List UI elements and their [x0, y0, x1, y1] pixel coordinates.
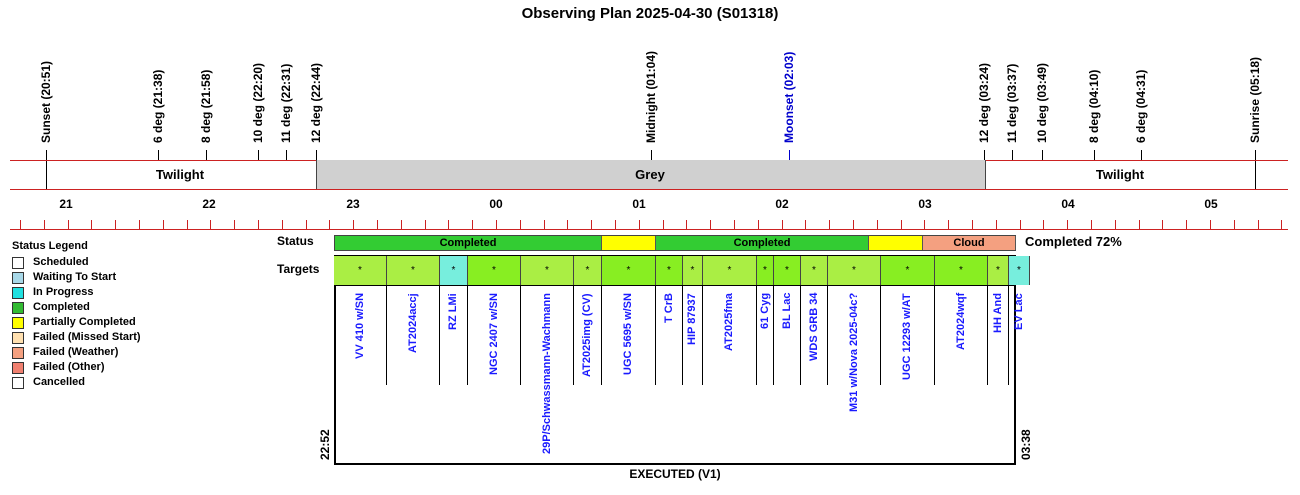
- target-separator: [827, 285, 828, 385]
- hour-tick: [1067, 220, 1068, 229]
- hour-tick: [425, 220, 426, 229]
- event-tick: [258, 150, 259, 160]
- event-label: 8 deg (21:58): [199, 69, 213, 143]
- hour-label: 03: [918, 197, 932, 211]
- target-name[interactable]: BL Lac: [781, 292, 793, 329]
- event-label: 11 deg (03:37): [1005, 63, 1019, 143]
- event-tick: [206, 150, 207, 160]
- hour-label: 05: [1204, 197, 1218, 211]
- targets-divider: [334, 285, 1016, 286]
- target-name[interactable]: WDS GRB 34: [808, 292, 820, 361]
- hour-tick: [710, 220, 711, 229]
- target-name[interactable]: EV Lac: [1013, 293, 1025, 330]
- legend-title: Status Legend: [12, 240, 88, 252]
- hour-tick: [353, 220, 354, 229]
- hour-tick: [948, 220, 949, 229]
- event-label: 10 deg (03:49): [1035, 62, 1049, 143]
- hour-tick: [1115, 220, 1116, 229]
- target-name[interactable]: HH And: [992, 293, 1004, 333]
- target-cell[interactable]: *: [468, 256, 521, 285]
- target-name[interactable]: AT2025fma: [723, 293, 735, 351]
- event-label: 12 deg (22:44): [309, 62, 323, 143]
- target-cell[interactable]: *: [334, 256, 387, 285]
- hour-tick: [234, 220, 235, 229]
- legend-label: Partially Completed: [33, 316, 136, 328]
- hour-tick: [877, 220, 878, 229]
- hour-tick: [663, 220, 664, 229]
- hour-tick: [972, 220, 973, 229]
- status-segment: Completed: [656, 236, 869, 250]
- hour-tick: [1281, 220, 1282, 229]
- target-cell[interactable]: *: [656, 256, 683, 285]
- event-label: 11 deg (22:31): [279, 63, 293, 143]
- legend-swatch: [12, 302, 24, 314]
- target-separator: [773, 285, 774, 385]
- hour-tick: [306, 220, 307, 229]
- hour-tick: [639, 220, 640, 229]
- event-tick: [316, 150, 317, 160]
- target-cell[interactable]: *: [774, 256, 801, 285]
- hour-tick: [1020, 220, 1021, 229]
- target-name[interactable]: VV 410 w/SN: [354, 292, 366, 359]
- twilight-right-label: Twilight: [1095, 167, 1145, 182]
- event-label: Sunset (20:51): [39, 60, 53, 143]
- target-cell[interactable]: *: [602, 256, 656, 285]
- event-label: 10 deg (22:20): [251, 62, 265, 143]
- legend-label: Waiting To Start: [33, 271, 117, 283]
- hour-tick: [163, 220, 164, 229]
- target-separator: [702, 285, 703, 385]
- event-tick: [1042, 150, 1043, 160]
- hour-tick: [805, 220, 806, 229]
- target-separator: [520, 285, 521, 385]
- hour-tick: [448, 220, 449, 229]
- legend-swatch: [12, 332, 24, 344]
- event-label: 8 deg (04:10): [1087, 69, 1101, 143]
- plan-version-label: EXECUTED (V1): [629, 467, 721, 481]
- band-bottom-line: [10, 189, 1288, 190]
- legend-swatch: [12, 362, 24, 374]
- hour-tick: [591, 220, 592, 229]
- legend-label: Completed: [33, 301, 90, 313]
- legend-swatch: [12, 347, 24, 359]
- hour-tick: [1162, 220, 1163, 229]
- target-cell[interactable]: *: [521, 256, 574, 285]
- legend-swatch: [12, 272, 24, 284]
- hour-tick: [210, 220, 211, 229]
- event-tick: [158, 150, 159, 160]
- status-row-label: Status: [277, 234, 314, 248]
- event-tick: [1012, 150, 1013, 160]
- hour-tick: [1186, 220, 1187, 229]
- target-cell[interactable]: *: [440, 256, 468, 285]
- event-tick: [1255, 150, 1256, 190]
- event-tick: [286, 150, 287, 160]
- legend-swatch: [12, 377, 24, 389]
- legend-label: Scheduled: [33, 256, 89, 268]
- target-name[interactable]: 29P/Schwassmann-Wachmann: [541, 293, 553, 454]
- target-cell[interactable]: *: [1009, 256, 1030, 285]
- target-separator: [1008, 285, 1009, 385]
- legend-swatch: [12, 287, 24, 299]
- target-name[interactable]: AT2025img (CV): [581, 293, 593, 377]
- event-tick: [651, 150, 652, 160]
- target-cell[interactable]: *: [881, 256, 935, 285]
- hour-label: 02: [775, 197, 789, 211]
- legend-label: Cancelled: [33, 376, 85, 388]
- legend-label: Failed (Missed Start): [33, 331, 141, 343]
- target-name[interactable]: UGC 5695 w/SN: [622, 293, 634, 375]
- legend-swatch: [12, 317, 24, 329]
- hour-tick: [377, 220, 378, 229]
- grey-label: Grey: [635, 167, 665, 182]
- end-time: 03:38: [1019, 429, 1033, 460]
- hour-tick: [329, 220, 330, 229]
- legend-label: Failed (Weather): [33, 346, 119, 358]
- hour-tick: [520, 220, 521, 229]
- hour-tick: [829, 220, 830, 229]
- target-separator: [682, 285, 683, 385]
- target-name[interactable]: T CrB: [663, 293, 675, 323]
- target-name[interactable]: 61 Cyg: [759, 292, 771, 329]
- hour-axis-line: [10, 229, 1288, 230]
- hour-tick: [567, 220, 568, 229]
- hour-tick: [472, 220, 473, 229]
- hour-tick: [496, 220, 497, 229]
- event-tick: [46, 150, 47, 190]
- event-tick: [1094, 150, 1095, 160]
- hour-tick: [1258, 220, 1259, 229]
- target-name[interactable]: NGC 2407 w/SN: [488, 293, 500, 375]
- hour-tick: [187, 220, 188, 229]
- target-cell[interactable]: *: [574, 256, 602, 285]
- hour-tick: [68, 220, 69, 229]
- legend-label: In Progress: [33, 286, 94, 298]
- start-time: 22:52: [318, 429, 332, 460]
- status-bar: [334, 235, 1016, 251]
- event-tick: [789, 150, 790, 160]
- hour-label: 00: [489, 197, 503, 211]
- event-label: 6 deg (21:38): [151, 69, 165, 143]
- target-cell[interactable]: *: [757, 256, 774, 285]
- target-separator: [655, 285, 656, 385]
- target-name[interactable]: UGC 12293 w/AT: [901, 293, 913, 380]
- event-label: Midnight (01:04): [644, 51, 658, 143]
- status-segment: Completed: [335, 236, 602, 250]
- targets-row-label: Targets: [277, 262, 320, 276]
- hour-tick: [115, 220, 116, 229]
- status-segment: [869, 236, 923, 250]
- target-separator: [880, 285, 881, 385]
- hour-tick: [91, 220, 92, 229]
- target-separator: [573, 285, 574, 385]
- hour-tick: [758, 220, 759, 229]
- plan-frame: [334, 255, 1016, 465]
- hour-tick: [20, 220, 21, 229]
- target-cell[interactable]: *: [703, 256, 757, 285]
- status-segment: [602, 236, 656, 250]
- event-label: Sunrise (05:18): [1248, 56, 1262, 143]
- hour-tick: [853, 220, 854, 229]
- target-separator: [800, 285, 801, 385]
- hour-tick: [924, 220, 925, 229]
- target-separator: [467, 285, 468, 385]
- event-tick: [1141, 150, 1142, 160]
- legend-swatch: [12, 257, 24, 269]
- hour-tick: [282, 220, 283, 229]
- hour-tick: [996, 220, 997, 229]
- hour-tick: [1043, 220, 1044, 229]
- page-title: Observing Plan 2025-04-30 (S01318): [521, 5, 779, 22]
- target-name[interactable]: M31 w/Nova 2025-04c?: [848, 292, 860, 412]
- target-cell[interactable]: *: [988, 256, 1009, 285]
- hour-tick: [44, 220, 45, 229]
- event-label: Moonset (02:03): [782, 51, 796, 143]
- completion-summary: Completed 72%: [1025, 234, 1122, 249]
- target-separator: [439, 285, 440, 385]
- target-cell[interactable]: *: [387, 256, 440, 285]
- target-separator: [756, 285, 757, 385]
- target-name[interactable]: AT2024wqf: [955, 292, 967, 350]
- hour-tick: [1091, 220, 1092, 229]
- target-name[interactable]: HIP 87937: [686, 293, 698, 345]
- hour-label: 01: [632, 197, 646, 211]
- target-separator: [601, 285, 602, 385]
- hour-label: 23: [346, 197, 360, 211]
- target-name[interactable]: RZ LMi: [447, 293, 459, 330]
- target-cell[interactable]: *: [828, 256, 881, 285]
- status-segment: Cloud: [923, 236, 1016, 250]
- target-separator: [386, 285, 387, 385]
- hour-tick: [1139, 220, 1140, 229]
- hour-label: 21: [59, 197, 73, 211]
- hour-tick: [258, 220, 259, 229]
- twilight-left-label: Twilight: [155, 167, 205, 182]
- hour-tick: [401, 220, 402, 229]
- hour-label: 04: [1061, 197, 1075, 211]
- target-cell[interactable]: *: [683, 256, 703, 285]
- hour-tick: [901, 220, 902, 229]
- hour-tick: [615, 220, 616, 229]
- target-name[interactable]: AT2024accj: [407, 293, 419, 353]
- hour-tick: [1210, 220, 1211, 229]
- target-cell[interactable]: *: [801, 256, 828, 285]
- target-separator: [987, 285, 988, 385]
- target-cell[interactable]: *: [935, 256, 988, 285]
- hour-tick: [686, 220, 687, 229]
- hour-tick: [139, 220, 140, 229]
- hour-tick: [782, 220, 783, 229]
- event-tick: [984, 150, 985, 160]
- hour-label: 22: [202, 197, 216, 211]
- hour-tick: [1234, 220, 1235, 229]
- legend-label: Failed (Other): [33, 361, 105, 373]
- event-label: 6 deg (04:31): [1134, 69, 1148, 143]
- target-separator: [934, 285, 935, 385]
- event-label: 12 deg (03:24): [977, 62, 991, 143]
- hour-tick: [544, 220, 545, 229]
- hour-tick: [734, 220, 735, 229]
